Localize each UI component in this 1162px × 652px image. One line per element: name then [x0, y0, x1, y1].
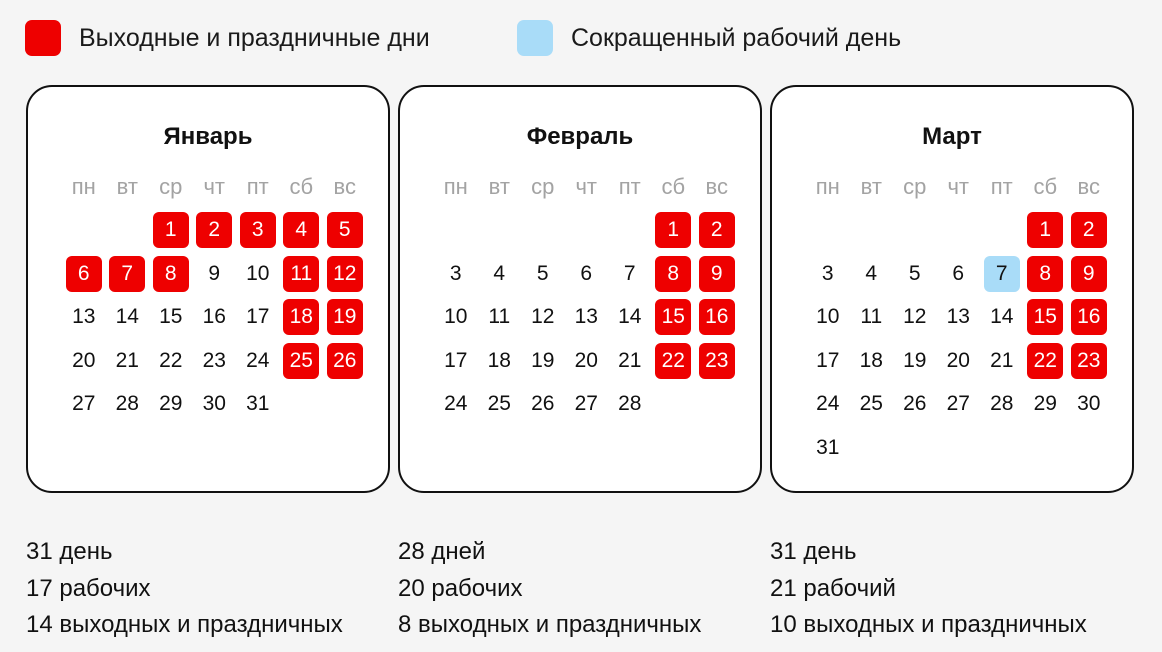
weekday-label: вт: [116, 173, 138, 199]
day-cell: 20: [946, 348, 970, 372]
day-cell: 4: [865, 261, 878, 285]
day-cell: 15: [1024, 296, 1068, 340]
day-cell: 4: [280, 209, 324, 253]
month-title: Февраль: [526, 123, 634, 150]
day-cell: 7: [623, 261, 636, 285]
stat-working-days: 20 рабочих: [398, 574, 523, 602]
day-cell: 20: [72, 348, 96, 372]
day-cell: 26: [323, 339, 367, 383]
empty-cell: [893, 209, 937, 253]
day-cell: 2: [193, 209, 237, 253]
short-day-legend-label: Сокращенный рабочий день: [571, 23, 902, 52]
day-cell: 31: [816, 435, 840, 459]
weekday-label: вс: [333, 173, 356, 199]
weekday-label: вт: [488, 173, 510, 199]
stats-march: [770, 534, 1087, 644]
day-cell: 25: [859, 392, 883, 416]
empty-cell: [608, 209, 652, 253]
day-cell: 22: [159, 348, 183, 372]
day-cell: 21: [115, 348, 139, 372]
day-cell: 7: [106, 252, 150, 296]
day-cell: 9: [1067, 252, 1111, 296]
stat-working-days: 17 рабочих: [26, 574, 151, 602]
day-cell: 16: [1067, 296, 1111, 340]
day-cell: 22: [1024, 339, 1068, 383]
day-cell: 27: [72, 392, 96, 416]
day-cell: 25: [280, 339, 324, 383]
day-cell: 26: [531, 392, 555, 416]
stat-total-days: 31 день: [26, 538, 113, 565]
day-cell: 3: [236, 209, 280, 253]
day-cell: 12: [531, 305, 555, 329]
day-cell: 11: [860, 305, 883, 329]
weekday-label: вс: [705, 173, 728, 199]
day-cell: 14: [990, 305, 1014, 329]
empty-cell: [62, 209, 106, 253]
weekday-label: ср: [903, 173, 927, 199]
holiday-swatch: [25, 20, 61, 56]
day-cell: 11: [280, 252, 324, 296]
day-cell: 28: [115, 392, 139, 416]
weekday-label: чт: [203, 173, 226, 199]
stat-holidays: 14 выходных и праздничных: [26, 611, 343, 638]
day-cell: 12: [323, 252, 367, 296]
day-cell: 22: [652, 339, 696, 383]
day-cell: 1: [652, 209, 696, 253]
weekday-label: чт: [947, 173, 970, 199]
month-card-january: [26, 85, 390, 493]
day-cell: 27: [574, 392, 598, 416]
day-cell: 30: [202, 392, 226, 416]
weekday-label: чт: [575, 173, 598, 199]
stat-holidays: 8 выходных и праздничных: [398, 611, 702, 638]
day-cell: 3: [449, 261, 462, 285]
day-cell: 2: [695, 209, 739, 253]
day-cell: 24: [444, 392, 468, 416]
day-cell: 6: [952, 261, 965, 285]
day-cell: 1: [149, 209, 193, 253]
day-cell: 28: [990, 392, 1014, 416]
day-cell: 27: [946, 392, 970, 416]
calendar-grid: [434, 165, 739, 426]
empty-cell: [565, 209, 609, 253]
weekday-label: пт: [246, 173, 269, 199]
day-cell: 23: [202, 348, 226, 372]
day-cell: 10: [816, 305, 840, 329]
stats-february: [398, 534, 701, 644]
empty-cell: [434, 209, 478, 253]
weekday-label: вт: [860, 173, 882, 199]
weekday-label: сб: [289, 173, 314, 199]
empty-cell: [106, 209, 150, 253]
stats-january: [26, 534, 343, 644]
day-cell: 19: [531, 348, 555, 372]
day-cell: 13: [946, 305, 970, 329]
day-cell: 16: [695, 296, 739, 340]
empty-cell: [806, 209, 850, 253]
weekday-label: ср: [531, 173, 555, 199]
day-cell: 2: [1067, 209, 1111, 253]
month-card-february: [398, 85, 762, 493]
day-cell: 9: [695, 252, 739, 296]
weekday-label: пн: [815, 173, 840, 199]
day-cell: 25: [487, 392, 511, 416]
day-cell: 8: [149, 252, 193, 296]
month-card-march: [770, 85, 1134, 493]
holiday-legend-label: Выходные и праздничные дни: [79, 23, 430, 52]
legend-short-day: [517, 20, 901, 56]
weekday-label: ср: [159, 173, 183, 199]
day-cell: 24: [246, 348, 270, 372]
calendar-grid: [62, 165, 367, 426]
day-cell: 19: [323, 296, 367, 340]
day-cell: 1: [1024, 209, 1068, 253]
day-cell: 21: [618, 348, 642, 372]
stat-total-days: 31 день: [770, 538, 857, 565]
day-cell: 26: [903, 392, 927, 416]
empty-cell: [521, 209, 565, 253]
day-cell: 15: [652, 296, 696, 340]
day-cell: 19: [903, 348, 927, 372]
day-cell: 3: [821, 261, 834, 285]
month-title: Январь: [163, 123, 253, 150]
weekday-label: пт: [618, 173, 641, 199]
day-cell: 5: [536, 261, 549, 285]
stat-holidays: 10 выходных и праздничных: [770, 611, 1087, 638]
weekday-label: вс: [1077, 173, 1100, 199]
day-cell: 20: [574, 348, 598, 372]
calendar-grid: [806, 165, 1111, 470]
day-cell: 18: [859, 348, 883, 372]
day-cell: 29: [159, 392, 183, 416]
weekday-label: сб: [1033, 173, 1058, 199]
stat-total-days: 28 дней: [398, 538, 486, 565]
weekday-label: пн: [71, 173, 96, 199]
day-cell: 10: [444, 305, 468, 329]
empty-cell: [478, 209, 522, 253]
day-cell: 16: [202, 305, 226, 329]
day-cell: 11: [488, 305, 511, 329]
day-cell: 8: [1024, 252, 1068, 296]
empty-cell: [850, 209, 894, 253]
short-day-swatch: [517, 20, 553, 56]
day-cell: 13: [72, 305, 96, 329]
weekday-label: пт: [990, 173, 1013, 199]
weekday-label: сб: [661, 173, 686, 199]
day-cell: 12: [903, 305, 927, 329]
day-cell: 24: [816, 392, 840, 416]
legend-holiday: [25, 20, 430, 56]
day-cell: 17: [816, 348, 840, 372]
weekday-label: пн: [443, 173, 468, 199]
day-cell: 28: [618, 392, 642, 416]
day-cell: 14: [115, 305, 139, 329]
day-cell: 15: [159, 305, 183, 329]
day-cell: 5: [323, 209, 367, 253]
day-cell: 10: [246, 261, 270, 285]
day-cell: 7: [980, 252, 1024, 296]
day-cell: 31: [246, 392, 270, 416]
day-cell: 5: [908, 261, 921, 285]
empty-cell: [980, 209, 1024, 253]
day-cell: 17: [444, 348, 468, 372]
day-cell: 17: [246, 305, 270, 329]
day-cell: 18: [487, 348, 511, 372]
day-cell: 18: [280, 296, 324, 340]
empty-cell: [937, 209, 981, 253]
day-cell: 23: [695, 339, 739, 383]
day-cell: 6: [62, 252, 106, 296]
day-cell: 13: [574, 305, 598, 329]
day-cell: 14: [618, 305, 642, 329]
day-cell: 8: [652, 252, 696, 296]
day-cell: 30: [1077, 392, 1101, 416]
legend: [25, 18, 902, 58]
day-cell: 29: [1033, 392, 1057, 416]
day-cell: 9: [208, 261, 221, 285]
day-cell: 23: [1067, 339, 1111, 383]
day-cell: 6: [580, 261, 593, 285]
stat-working-days: 21 рабочий: [770, 574, 896, 602]
month-title: Март: [922, 123, 982, 150]
day-cell: 4: [493, 261, 506, 285]
day-cell: 21: [990, 348, 1014, 372]
